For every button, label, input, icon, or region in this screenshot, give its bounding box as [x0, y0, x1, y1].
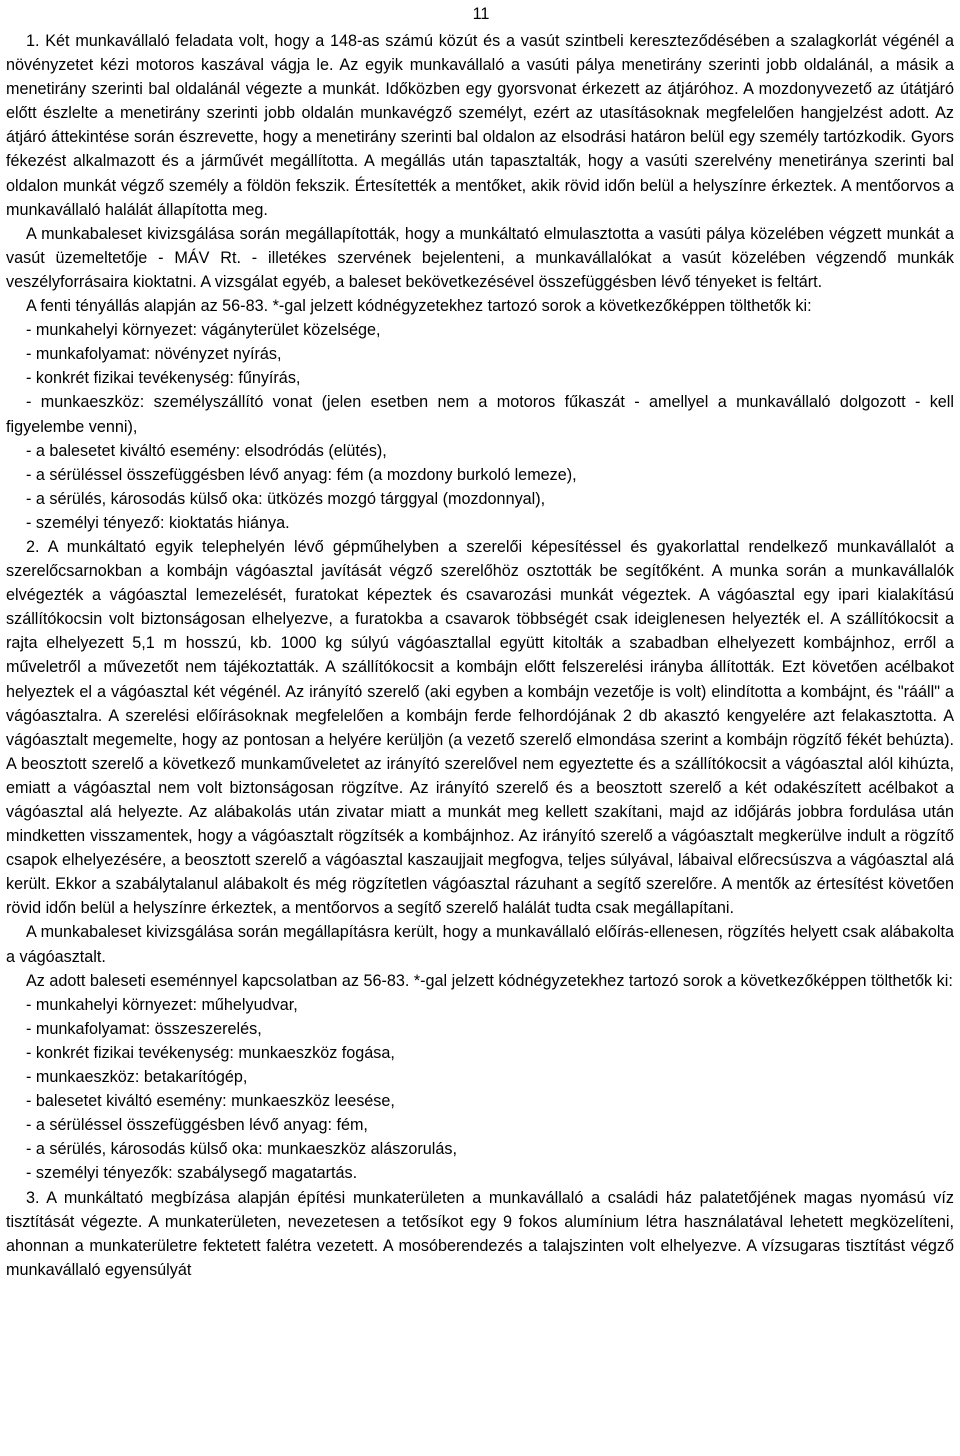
- page-content: [6, 29, 954, 1282]
- list-item: - munkaeszköz: betakarítógép,: [26, 1068, 248, 1087]
- paragraph-case-1: 1. Két munkavállaló feladata volt, hogy a 148-as számú közút és a vasút szintbeli kereszteződésében a szalagkorlát végénél a növényzetet kézi motoros kaszával vágja le. Az egyik munkavállaló a vasúti pálya menetirány szerinti jobb oldalánál, a másik a menetirány szerinti bal oldalánál végezte a munkát. Időközben egy gyorsvonat érkezett az átjáróhoz. A mozdonyvezető az útátjáró előtt észlelte a menetirány szerinti jobb oldalán munkavégző személyt, ezért az utasításoknak megfelelően hangjelzést adott. Az átjáró áttekintése során észrevette, hogy a menetirány szerinti bal oldalon az elsodrási határon belül egy személy tartózkodik. Gyors fékezést alkalmazott és a járművét megállította. A megállás után tapasztalták, hogy a vasúti szerelvény menetiránya szerinti bal oldalon munkát végző személy a földön fekszik. Értesítették a mentőket, akik rövid időn belül a helyszínre érkeztek. A mentőorvos a munkavállaló halálát állapította meg.: [6, 32, 954, 219]
- list-item: - személyi tényezők: szabálysegő magatartás.: [26, 1164, 358, 1183]
- list-item: - konkrét fizikai tevékenység: fűnyírás,: [26, 369, 301, 388]
- list-item: - a balesetet kiváltó esemény: elsodródás (elütés),: [26, 441, 387, 460]
- list-item: - munkahelyi környezet: műhelyudvar,: [26, 995, 298, 1014]
- list-item: - munkahelyi környezet: vágányterület közelsége,: [26, 321, 381, 340]
- paragraph-case-3: 3. A munkáltató megbízása alapján építési munkaterületen a munkavállaló a családi ház palatetőjének magas nyomású víz tisztítását végezte. A munkaterületen, nevezetesen a tetősíkot egy 9 fokos alumínium létra használatával lehetett megközelíteni, ahonnan a munkaterületre fektetett falétra vezetett. A mosóberendezés a talajszinten volt elhelyezve. A vízsugaras tisztítást végző munkavállaló egyensúlyát: [6, 1188, 954, 1279]
- list-item: - munkafolyamat: növényzet nyírás,: [26, 345, 282, 364]
- page-number: 11: [472, 5, 490, 23]
- paragraph-codes-intro-1: A fenti tényállás alapján az 56-83. *-gal jelzett kódnégyzetekhez tartozó sorok a következőképpen tölthetők ki:: [26, 297, 812, 316]
- list-item: - balesetet kiváltó esemény: munkaeszköz leesése,: [26, 1092, 395, 1111]
- paragraph-investigation-1: A munkabaleset kivizsgálása során megállapították, hogy a munkáltató elmulasztotta a vasúti pálya közelében végzett munkát a vasút üzemeltetője - MÁV Rt. - illetékes szervének bejelenteni, a munkavállalókat a vasút közelében végzendő munkák veszélyforrásaira kioktatni. A vizsgálat egyéb, a baleset bekövetkezésével összefüggésben lévő tényeket is feltárt.: [6, 224, 954, 291]
- paragraph-investigation-2: A munkabaleset kivizsgálása során megállapításra került, hogy a munkavállaló előírás-ellenesen, rögzítés helyett csak alábakolta a vágóasztalt.: [6, 923, 954, 966]
- list-item: - a sérüléssel összefüggésben lévő anyag: fém (a mozdony burkoló lemeze),: [26, 465, 577, 484]
- paragraph-codes-intro-2: Az adott baleseti eseménnyel kapcsolatban az 56-83. *-gal jelzett kódnégyzetekhez tartozó sorok a következőképpen tölthetők ki:: [26, 971, 953, 990]
- list-item: - a sérülés, károsodás külső oka: ütközés mozgó tárggyal (mozdonnyal),: [26, 489, 546, 508]
- list-item: - munkafolyamat: összeszerelés,: [26, 1019, 262, 1038]
- list-item: - személyi tényező: kioktatás hiánya.: [26, 513, 290, 532]
- list-item: - konkrét fizikai tevékenység: munkaeszköz fogása,: [26, 1043, 395, 1062]
- list-item: - munkaeszköz: személyszállító vonat (jelen esetben nem a motoros fűkaszát - amellyel a munkavállaló dolgozott - kell figyelembe venni),: [6, 393, 954, 436]
- list-item: - a sérüléssel összefüggésben lévő anyag: fém,: [26, 1116, 368, 1135]
- list-item: - a sérülés, károsodás külső oka: munkaeszköz alászorulás,: [26, 1140, 457, 1159]
- paragraph-case-2: 2. A munkáltató egyik telephelyén lévő gépműhelyben a szerelői képesítéssel és gyakorlattal rendelkező munkavállalót a szerelőcsarnokban a kombájn vágóasztal javítását végző szerelőhöz osztották be segítőként. A munka során a munkavállalók elvégezték a vágóasztal lemezelését, furatokat képeztek és csavarozási munkát végeztek. A vágóasztal egy ipari kialakítású szállítókocsin volt biztonságosan elhelyezve, a furatokba a csavarok többségét csak ideiglenesen helyezték el. A szállítókocsit a rajta elhelyezett 5,1 m hosszú, kb. 1000 kg súlyú vágóasztallal együtt kitolták a szabadban elhelyezett kombájnhoz, erről a műveletről a művezetőt nem tájékoztatták. A szállítókocsit a kombájn előtt felszerelési irányba állították. Ezt követően acélbakot helyeztek el a vágóasztal két végénél. Az irányító szerelő (aki egyben a kombájn vezetője is volt) elindította a kombájnt, és "rááll" a vágóasztalra. A szerelési előírásoknak megfelelően a kombájn ferde felhordójának 2 db akasztó kengyelére azt felakasztotta. A vágóasztalt megemelte, hogy az pontosan a helyére kerüljön (a vezető szerelő elmondása szerint a kombájn rögzítő fékét behúzta). A beosztott szerelő a következő munkaműveletet az irányító szerelővel nem egyeztette és a szállítókocsit a vágóasztal alól kihúzta, emiatt a vágóasztal nem volt biztonságosan rögzítve. Az irányító szerelő és a beosztott szerelő a két odakészített acélbakot a vágóasztal alá helyezte. Az alábakolás után zivatar miatt a munkát meg kellett szakítani, majd az időjárás jobbra fordulása után mindketten visszamentek, hogy a vágóasztalt rögzítsék a kombájnhoz. Az irányító szerelő a vágóasztalt megkerülve indult a rögzítő csapok elhelyezésére, a beosztott szerelő a vágóasztal kaszaujjait megfogva, teljes súlyával, lábaival előrecsúszva a vágóasztal alá került. Ekkor a szabálytalanul alábakolt és még rögzítetlen vágóasztal rázuhant a segítő szerelőre. A mentők az értesítést követően rövid időn belül a helyszínre érkeztek, a mentőorvos a segítő szerelő halálát tudta csak megállapítani.: [6, 537, 954, 918]
